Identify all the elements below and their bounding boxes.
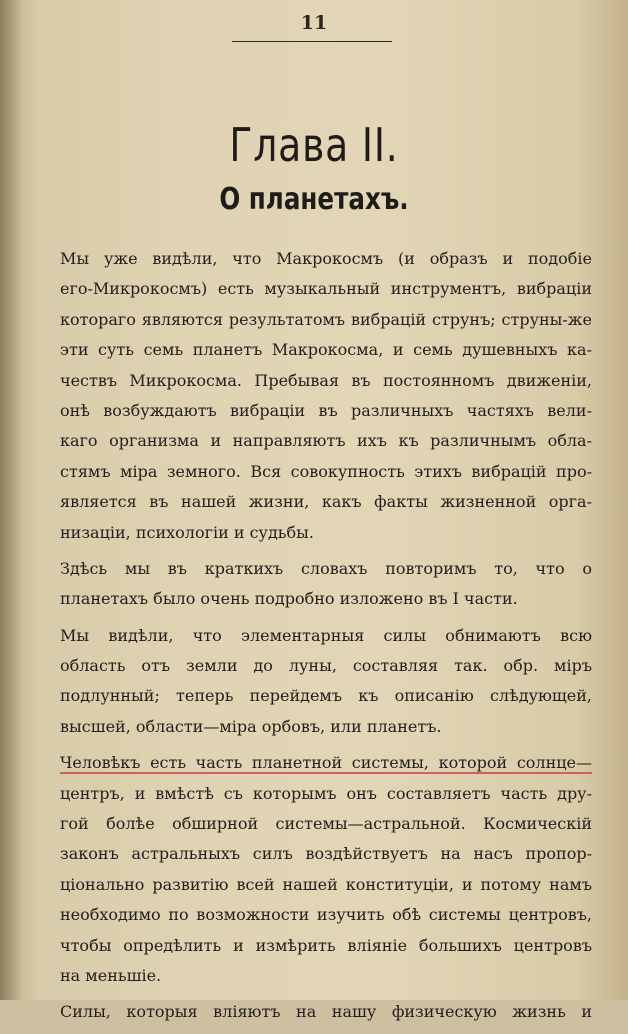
text-line: является въ нашей жизни, какъ факты жизненной орга- [60, 492, 592, 512]
text-line: необходимо по возможности изучить обѣ системы центровъ, [60, 905, 592, 925]
text-line: подлунный; теперь перейдемъ къ описанію слѣдующей, [60, 686, 592, 706]
text-line: его-Микрокосмъ) есть музыкальный инструментъ, вибраціи [60, 279, 592, 299]
body-text [60, 244, 592, 1034]
text-line: Человѣкъ есть часть планетной системы, которой солнце— [60, 753, 592, 773]
text-line: эти суть семь планетъ Макрокосма, и семь душевныхъ ка- [60, 340, 592, 360]
text-line: чтобы опредѣлить и измѣрить вліяніе большихъ центровъ [60, 935, 592, 955]
chapter-heading: Глава II. [229, 118, 399, 172]
text-line: на меньшіе. [60, 965, 162, 985]
text-line: область отъ земли до луны, составляя так. обр. міръ [60, 656, 592, 676]
header-rule [232, 41, 392, 42]
chapter-title: О планетахъ. [219, 182, 409, 217]
text-line: гой болѣе обширной системы—астральной. Космическій [60, 814, 592, 834]
text-line: низаціи, психологіи и судьбы. [60, 522, 314, 542]
text-line: ціонально развитію всей нашей конституціи, и потому намъ [60, 874, 592, 894]
paragraph-1 [60, 244, 592, 548]
paragraph-4 [60, 748, 592, 991]
text-line: планетахъ было очень подробно изложено въ I части. [60, 589, 518, 609]
paragraph-3 [60, 621, 592, 743]
text-line: чествъ Микрокосма. Пребывая въ постоянномъ движеніи, [60, 370, 592, 390]
text-line: каго организма и направляютъ ихъ къ различнымъ обла- [60, 431, 592, 451]
page-number: 11 [300, 12, 328, 34]
spine-shadow [0, 0, 22, 1000]
text-line: законъ астральныхъ силъ воздѣйствуетъ на насъ пропор- [60, 844, 592, 864]
text-line: Мы уже видѣли, что Макрокосмъ (и образъ и подобіе [60, 249, 592, 268]
text-line: Силы, которыя вліяютъ на нашу физическую жизнь и [60, 1002, 592, 1022]
text-line: высшей, области—міра орбовъ, или планетъ. [60, 716, 442, 736]
text-line: Мы видѣли, что элементарныя силы обнимаютъ всю [60, 625, 592, 645]
paragraph-2 [60, 554, 592, 615]
text-line: центръ, и вмѣстѣ съ которымъ онъ составляетъ часть дру- [60, 783, 592, 803]
text-line: Здѣсь мы въ краткихъ словахъ повторимъ то, что о [60, 558, 592, 578]
text-line: стямъ міра земного. Вся совокупность этихъ вибрацій про- [60, 461, 592, 481]
text-line: онѣ возбуждаютъ вибраціи въ различныхъ частяхъ вели- [60, 400, 592, 420]
paragraph-5 [60, 997, 592, 1027]
text-line: котораго являются результатомъ вибрацій струнъ; струны-же [60, 309, 592, 329]
